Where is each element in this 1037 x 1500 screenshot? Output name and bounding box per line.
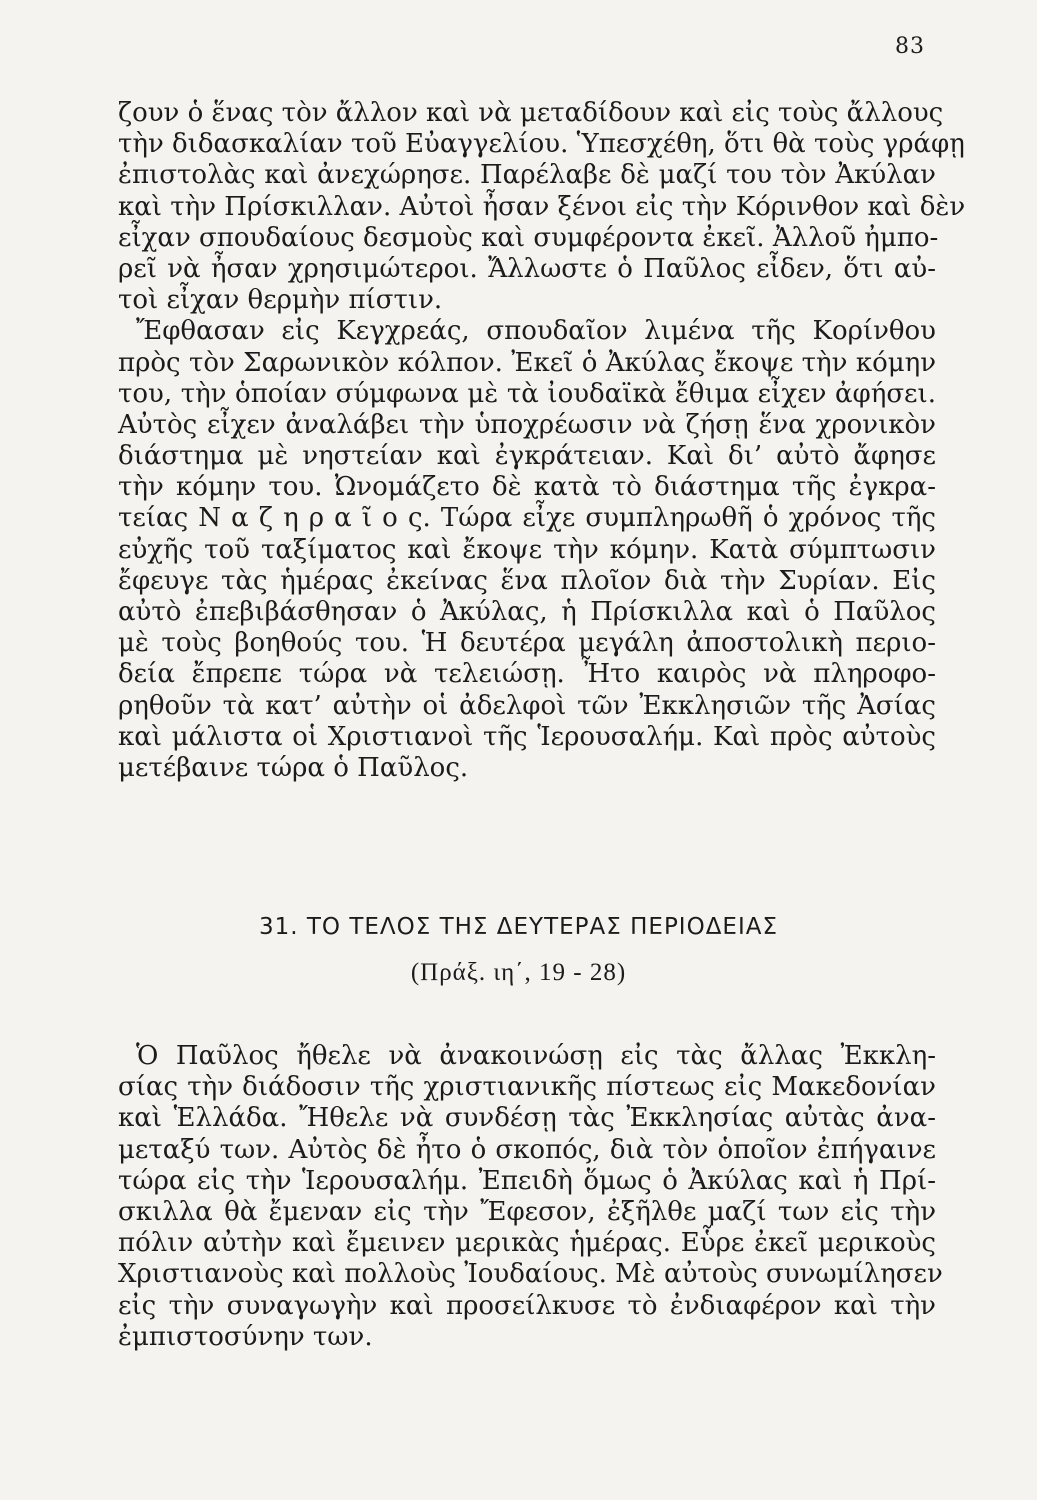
text-line: μὲ τοὺς βοηθούς του. Ἡ δευτέρα μεγάλη ἀποστολικὴ περιο- [118, 628, 936, 659]
text-line: του, τὴν ὁποίαν σύμφωνα μὲ τὰ ἰουδαϊκὰ ἔθιμα εἶχεν ἀφήσει. [118, 378, 936, 409]
text-line: αὐτὸ ἐπεβιβάσθησαν ὁ Ἀκύλας, ἡ Πρίσκιλλα καὶ ὁ Παῦλος [118, 597, 936, 627]
text-line: πρὸς τὸν Σαρωνικὸν κόλπον. Ἐκεῖ ὁ Ἀκύλας ἔκοψε τὴν κόμην [118, 347, 936, 378]
text-line: καὶ Ἑλλάδα. Ἤθελε νὰ συνδέσῃ τὰς Ἐκκλησίας αὐτὰς ἀνα- [118, 1103, 936, 1134]
page-number: 83 [895, 34, 925, 59]
text-line: ἔφευγε τὰς ἡμέρας ἐκείνας ἕνα πλοῖον διὰ τὴν Συρίαν. Εἰς [118, 565, 936, 596]
text-line: σκιλλα θὰ ἔμεναν εἰς τὴν Ἔφεσον, ἐξῆλθε μαζί των εἰς τὴν [118, 1196, 936, 1227]
text-line: καὶ τὴν Πρίσκιλλαν. Αὐτοὶ ἦσαν ξένοι εἰς τὴν Κόρινθον καὶ δὲν [118, 191, 966, 222]
text-line: μετέβαινε τώρα ὁ Παῦλος. [118, 752, 469, 783]
text-line: Ἔφθασαν εἰς Κεγχρεάς, σπουδαῖον λιμένα τῆς Κορίνθου [136, 316, 936, 347]
section-title: 31. ΤΟ ΤΕΛΟΣ ΤΗΣ ΔΕΥΤΕΡΑΣ ΠΕΡΙΟΔΕΙΑΣ [258, 914, 779, 940]
text-line: τοὶ εἶχαν θερμὴν πίστιν. [118, 285, 443, 316]
text-line: τώρα εἰς τὴν Ἱερουσαλήμ. Ἐπειδὴ ὅμως ὁ Ἀκύλας καὶ ἡ Πρί- [118, 1165, 936, 1196]
text-line: διάστημα μὲ νηστείαν καὶ ἐγκράτειαν. Καὶ δι’ αὐτὸ ἄφησε [118, 441, 936, 472]
text-line: πόλιν αὐτὴν καὶ ἔμεινεν μερικὰς ἡμέρας. Εὗρε ἐκεῖ μερικοὺς [118, 1228, 936, 1259]
text-line: ἐμπιστοσύνην των. [118, 1321, 373, 1352]
text-block-bottom [118, 1041, 943, 1353]
text-line: δεία ἔπρεπε τώρα νὰ τελειώσῃ. Ἦτο καιρὸς νὰ πληροφο- [118, 659, 936, 690]
text-line: τὴν διδασκαλίαν τοῦ Εὐαγγελίου. Ὑπεσχέθη, ὅτι θὰ τοὺς γράφῃ [118, 129, 965, 160]
text-line: εἶχαν σπουδαίους δεσμοὺς καὶ συμφέροντα ἐκεῖ. Ἀλλοῦ ἠμπο- [118, 222, 939, 253]
section-reference: (Πράξ. ιη΄, 19 - 28) [410, 959, 627, 986]
text-line: ρηθοῦν τὰ κατ’ αὐτὴν οἱ ἀδελφοὶ τῶν Ἐκκλησιῶν τῆς Ἀσίας [118, 690, 936, 721]
text-line: μεταξύ των. Αὐτὸς δὲ ἦτο ὁ σκοπός, διὰ τὸν ὁποῖον ἐπήγαινε [118, 1134, 936, 1165]
text-line: τὴν κόμην του. Ὠνομάζετο δὲ κατὰ τὸ διάστημα τῆς ἐγκρα- [118, 472, 936, 503]
text-block-top [118, 98, 966, 784]
text-line: ἐπιστολὰς καὶ ἀνεχώρησε. Παρέλαβε δὲ μαζί του τὸν Ἀκύλαν [118, 160, 936, 191]
text-line: τείας Ν α ζ η ρ α ῖ ο ς. Τώρα εἶχε συμπληρωθῆ ὁ χρόνος τῆς [118, 503, 936, 534]
text-line: εὐχῆς τοῦ ταξίματος καὶ ἔκοψε τὴν κόμην. Κατὰ σύμπτωσιν [118, 534, 936, 565]
text-line: εἰς τὴν συναγωγὴν καὶ προσείλκυσε τὸ ἐνδιαφέρον καὶ τὴν [118, 1290, 936, 1321]
text-line: ρεῖ νὰ ἦσαν χρησιμώτεροι. Ἄλλωστε ὁ Παῦλος εἶδεν, ὅτι αὐ- [118, 253, 936, 284]
text-line: ζουν ὁ ἕνας τὸν ἄλλον καὶ νὰ μεταδίδουν καὶ εἰς τοὺς ἄλλους [118, 98, 944, 128]
text-line: καὶ μάλιστα οἱ Χριστιανοὶ τῆς Ἱερουσαλήμ. Καὶ πρὸς αὐτοὺς [118, 721, 936, 752]
text-line: σίας τὴν διάδοσιν τῆς χριστιανικῆς πίστεως εἰς Μακεδονίαν [118, 1072, 936, 1103]
text-line: Αὐτὸς εἶχεν ἀναλάβει τὴν ὑποχρέωσιν νὰ ζήσῃ ἕνα χρονικὸν [118, 409, 936, 440]
text-line: Χριστιανοὺς καὶ πολλοὺς Ἰουδαίους. Μὲ αὐτοὺς συνωμίλησεν [118, 1259, 943, 1290]
text-line: Ὁ Παῦλος ἤθελε νὰ ἀνακοινώσῃ εἰς τὰς ἄλλας Ἐκκλη- [136, 1041, 936, 1071]
